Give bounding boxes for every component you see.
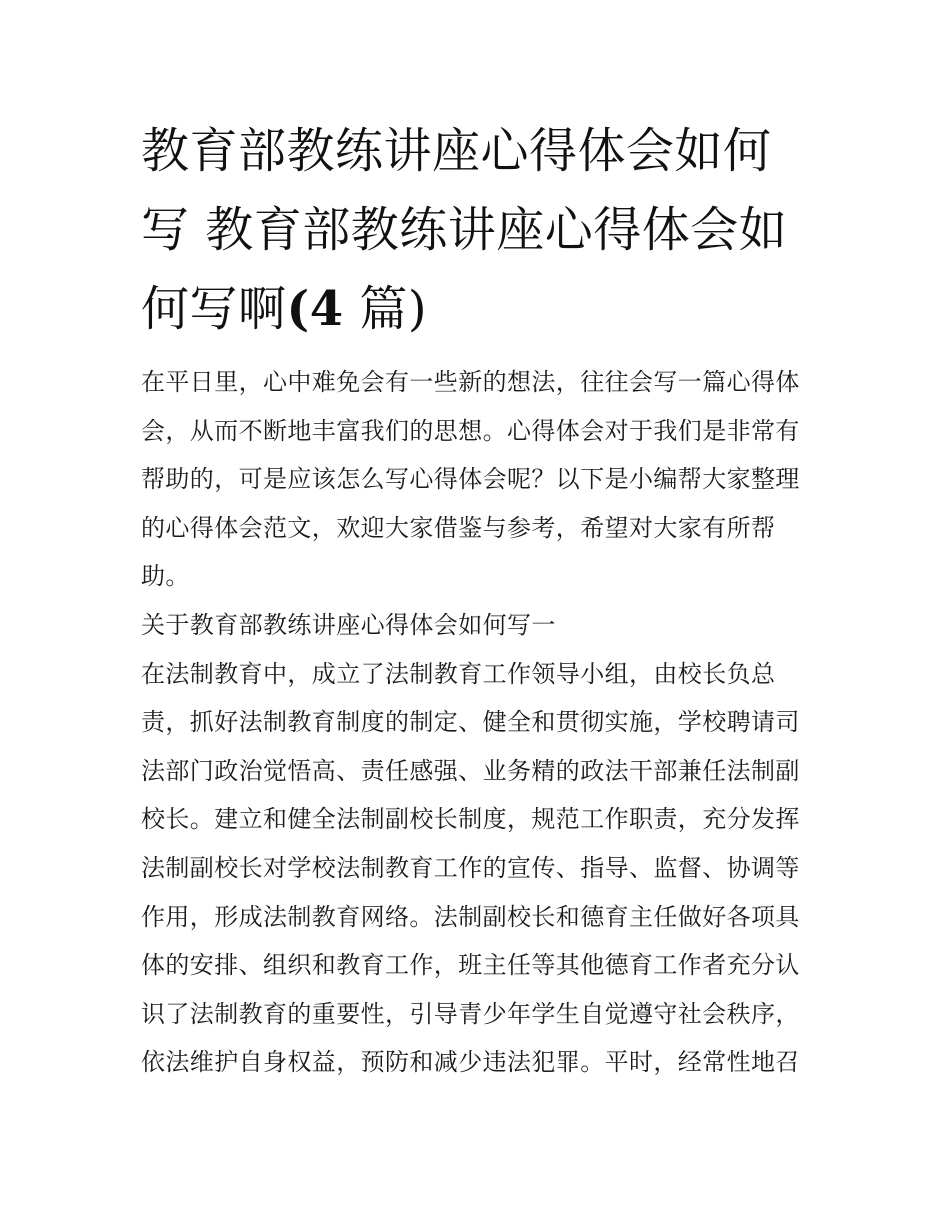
document-title-count: (4 bbox=[286, 281, 344, 337]
document-title-text: 教育部教练讲座心得体会如何写 教育部教练讲座心得体会如何写啊 bbox=[141, 123, 788, 337]
document-title-suffix: 篇) bbox=[343, 281, 428, 337]
intro-paragraph: 在平日里，心中难免会有一些新的想法，往往会写一篇心得体会，从而不断地丰富我们的思想。心得体会对于我们是非常有帮助的，可是应该怎么写心得体会呢？以下是小编帮大家整理的心得体会范文，欢迎大家借鉴与参考，希望对大家有所帮助。 bbox=[141, 368, 800, 591]
document-title bbox=[141, 112, 813, 349]
section-paragraph: 在法制教育中，成立了法制教育工作领导小组，由校长负总责，抓好法制教育制度的制定、健全和贯彻实施，学校聘请司法部门政治觉悟高、责任感强、业务精的政法干部兼任法制副校长。建立和健全法制副校长制度，规范工作职责，充分发挥法制副校长对学校法制教育工作的宣传、指导、监督、协调等作用，形成法制教育网络。法制副校长和德育主任做好各项具体的安排、组织和教育工作，班主任等其他德育工作者充分认识了法制教育的重要性，引导青少年学生自觉遵守社会秩序，依法维护自身权益，预防和减少违法犯罪。平时，经常性地召 bbox=[141, 659, 800, 1077]
section-heading: 关于教育部教练讲座心得体会如何写一 bbox=[141, 610, 556, 639]
document-content bbox=[141, 112, 813, 1087]
